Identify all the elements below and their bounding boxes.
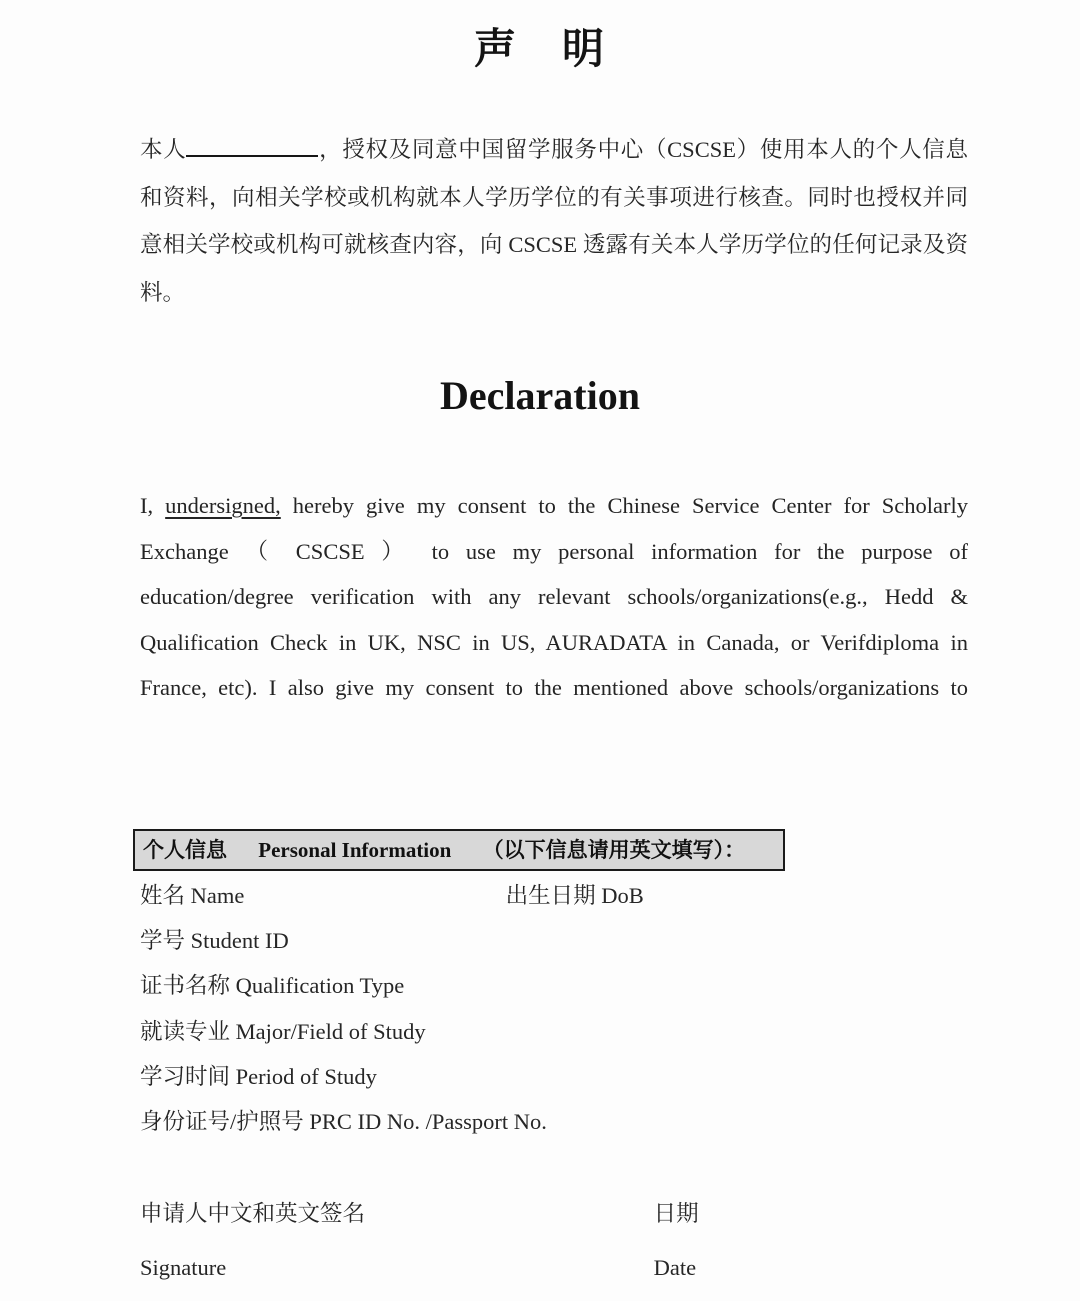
- field-row-id-passport: [140, 1099, 968, 1144]
- signature-label-cn: 申请人中文和英文签名: [140, 1201, 366, 1226]
- field-label-period-of-study: 学习时间 Period of Study: [140, 1063, 377, 1089]
- signature-label-en: Signature: [140, 1255, 227, 1280]
- field-label-dob: 出生日期 DoB: [505, 883, 644, 908]
- personal-info-header-cn: 个人信息: [143, 838, 227, 862]
- field-row-student-id: [140, 918, 968, 963]
- chinese-title: 声 明: [473, 27, 606, 73]
- name-blank-line: [186, 133, 318, 158]
- field-label-name: 姓名 Name: [140, 883, 245, 908]
- english-paragraph-prefix: I,: [140, 493, 166, 518]
- english-paragraph: [140, 483, 968, 711]
- english-paragraph-body: hereby give my consent to the Chinese Service Center for Scholarly Exchange （ CSCSE ） to use my personal information for the purpose of education/degree verification with any relevant schools/organizations(e.g., Hedd & Qualification Check in UK, NSC in US, AURADATA in Canada, or Verifdiploma in France, etc). I also give my consent to the mentioned above schools/organizations to: [140, 493, 968, 701]
- field-label-id-passport: 身份证号/护照号 PRC ID No. /Passport No.: [140, 1108, 547, 1134]
- field-row-name-dob: [140, 873, 968, 918]
- personal-info-fields: [140, 873, 968, 1144]
- signature-row-en: [140, 1255, 968, 1281]
- chinese-paragraph-prefix: 本人: [140, 137, 187, 162]
- date-label-en: Date: [653, 1255, 697, 1280]
- field-label-student-id: 学号 Student ID: [140, 928, 289, 954]
- signature-row-cn: [140, 1196, 968, 1228]
- personal-info-header-en: Personal Information: [258, 838, 452, 862]
- undersigned-underlined-word: undersigned,: [165, 493, 281, 518]
- date-label-cn: 日期: [653, 1201, 699, 1226]
- personal-info-section-header: [133, 829, 785, 871]
- english-title: Declaration: [440, 373, 640, 418]
- field-label-major: 就读专业 Major/Field of Study: [140, 1018, 426, 1044]
- chinese-paragraph-body: ，授权及同意中国留学服务中心（CSCSE）使用本人的个人信息和资料，向相关学校或机构就本人学历学位的有关事项进行核查。同时也授权并同意相关学校或机构可就核查内容，向 CSCSE 透露有关本人学历学位的任何记录及资料。: [140, 137, 968, 305]
- field-row-period-of-study: [140, 1054, 968, 1099]
- chinese-paragraph: [140, 126, 968, 316]
- personal-info-header-note: （以下信息请用英文填写）：: [482, 838, 746, 862]
- field-label-qualification-type: 证书名称 Qualification Type: [140, 973, 405, 999]
- field-row-major: [140, 1009, 968, 1054]
- field-row-qualification-type: [140, 963, 968, 1008]
